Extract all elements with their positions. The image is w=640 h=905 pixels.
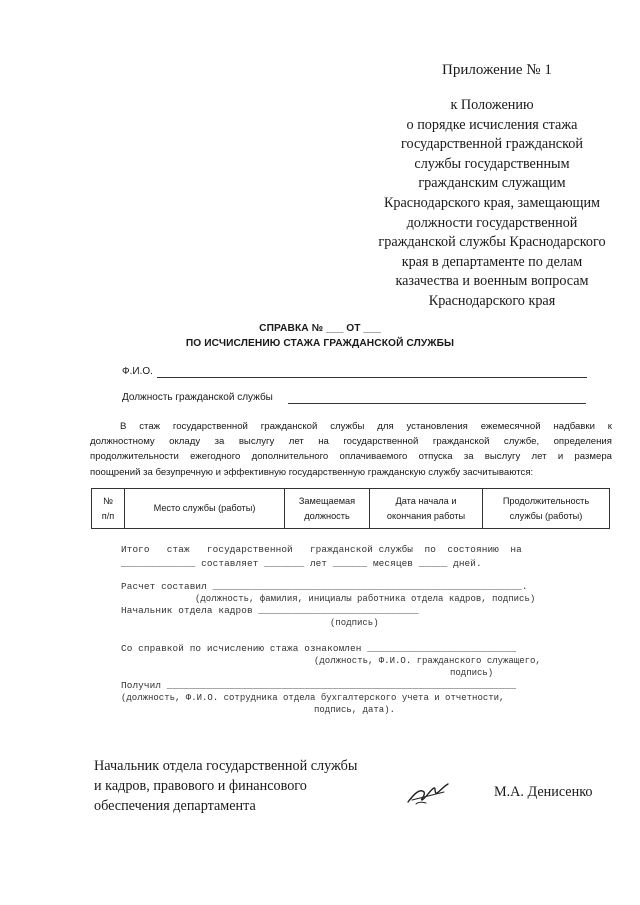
- appendix-title: Приложение № 1: [442, 62, 552, 78]
- signer-name: М.А. Денисенко: [494, 784, 593, 800]
- col-duration: Продолжительность службы (работы): [483, 489, 610, 529]
- handwritten-signature: [404, 780, 454, 808]
- hr-head-caption: (подпись): [330, 618, 379, 628]
- acknowledged-caption: (должность, Ф.И.О. гражданского служащего,: [314, 656, 541, 666]
- fio-label: Ф.И.О.: [122, 366, 153, 377]
- signer-title-line: Начальник отдела государственной службы: [94, 758, 358, 774]
- paragraph-line: продолжительности ежегодного дополнительного оплачиваемого отпуска за выслугу лет и размера: [90, 451, 612, 463]
- hr-head-line: Начальник отдела кадров ____________________________: [121, 605, 419, 616]
- calculated-by-line: Расчет составил ______________________________________________________.: [121, 581, 528, 592]
- appendix-line: должности государственной: [406, 214, 578, 231]
- appendix-line: гражданской службы Краснодарского: [378, 234, 606, 251]
- signer-title: [94, 756, 357, 816]
- signer-title-line: обеспечения департамента: [94, 798, 256, 814]
- appendix-line: казачества и военным вопросам: [395, 273, 589, 290]
- appendix-line: края в департаменте по делам: [401, 253, 583, 270]
- total-service-line: Итого стаж государственной гражданской службы по состоянию на: [121, 544, 522, 555]
- appendix-line: гражданским служащим: [418, 175, 566, 192]
- appendix-line: государственной гражданской: [401, 136, 583, 153]
- service-table: [91, 488, 610, 529]
- fio-field-line[interactable]: [157, 377, 587, 378]
- table-header-row: [92, 489, 610, 529]
- appendix-line: о порядке исчисления стажа: [406, 116, 578, 133]
- signer-title-line: и кадров, правового и финансового: [94, 778, 307, 794]
- form-title: СПРАВКА № ___ ОТ ___: [259, 323, 381, 334]
- paragraph-line: поощрений за безупречную и эффективную государственную гражданскую службу засчитываются:: [90, 466, 534, 478]
- acknowledged-caption-2: подпись): [450, 668, 494, 678]
- position-label: Должность гражданской службы: [122, 392, 273, 403]
- appendix-line: к Положению: [450, 97, 534, 113]
- form-subtitle: ПО ИСЧИСЛЕНИЮ СТАЖА ГРАЖДАНСКОЙ СЛУЖБЫ: [185, 338, 455, 349]
- acknowledged-line: Со справкой по исчислению стажа ознакомлен __________________________: [121, 643, 517, 654]
- appendix-reference: [356, 96, 628, 312]
- position-field-line[interactable]: [288, 403, 586, 404]
- paragraph-line: В стаж государственной гражданской службы для установления ежемесячной надбавки к: [120, 421, 612, 432]
- received-line: Получил _____________________________________________________________: [121, 680, 517, 691]
- appendix-line: службы государственным: [414, 155, 570, 172]
- appendix-line: Краснодарского края, замещающим: [383, 194, 601, 211]
- calculated-by-caption: (должность, фамилия, инициалы работника отдела кадров, подпись): [195, 594, 536, 604]
- col-dates: Дата начала и окончания работы: [370, 489, 483, 529]
- appendix-line: Краснодарского края: [428, 292, 556, 309]
- paragraph-line: должностному окладу за выслугу лет на государственной гражданской службе, определения: [90, 436, 612, 448]
- col-number: № п/п: [92, 489, 125, 529]
- col-position: Замещаемая должность: [285, 489, 370, 529]
- service-paragraph: [90, 419, 612, 480]
- col-place: Место службы (работы): [125, 489, 285, 529]
- total-service-values: _____________ составляет _______ лет ______ месяцев _____ дней.: [121, 558, 482, 569]
- received-caption: (должность, Ф.И.О. сотрудника отдела бухгалтерского учета и отчетности,: [121, 693, 505, 703]
- received-caption-2: подпись, дата).: [314, 705, 396, 715]
